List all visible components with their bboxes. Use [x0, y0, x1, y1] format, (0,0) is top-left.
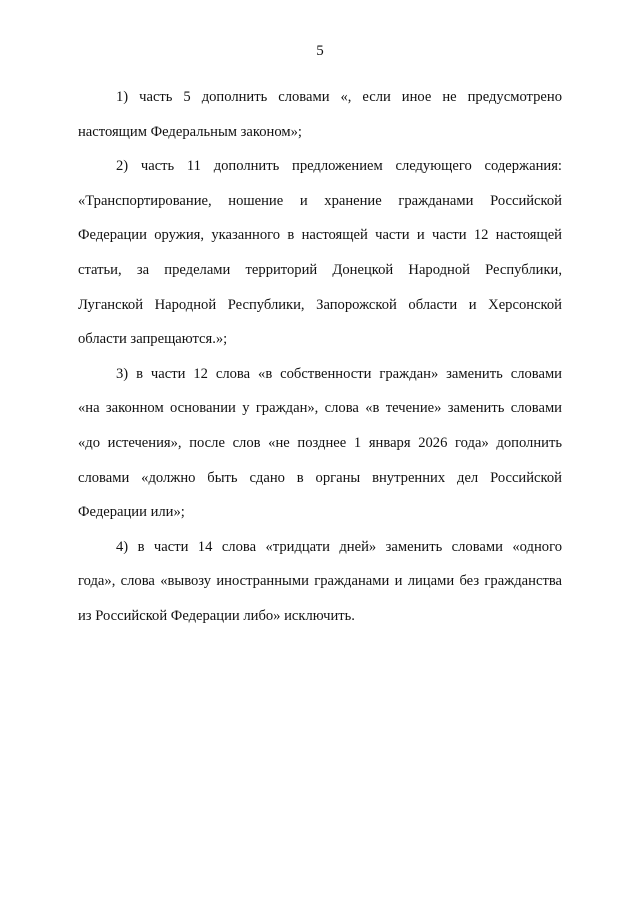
paragraph-4	[78, 530, 562, 634]
paragraph-line: 2) часть 11 дополнить предложением следующего содержания:	[116, 158, 562, 175]
paragraph-line: «на законном основании у граждан», слова «в течение» заменить словами	[78, 400, 562, 417]
paragraph-line: настоящим Федеральным законом»;	[78, 123, 302, 140]
page-number: 5	[316, 43, 324, 59]
paragraph-line: года», слова «вывозу иностранными гражданами и лицами без гражданства	[78, 573, 562, 590]
paragraph-line: Федерации или»;	[78, 504, 185, 521]
paragraph-line: Федерации оружия, указанного в настоящей части и части 12 настоящей	[78, 227, 562, 244]
paragraph-line: области запрещаются.»;	[78, 331, 228, 348]
paragraph-2	[78, 149, 562, 357]
paragraph-line: «Транспортирование, ношение и хранение гражданами Российской	[78, 192, 562, 209]
paragraph-line: 3) в части 12 слова «в собственности граждан» заменить словами	[116, 365, 562, 382]
paragraph-line: 1) часть 5 дополнить словами «, если иное не предусмотрено	[116, 89, 562, 105]
paragraph-line: из Российской Федерации либо» исключить.	[78, 607, 355, 624]
paragraph-line: словами «должно быть сдано в органы внутренних дел Российской	[78, 469, 562, 486]
paragraph-line: Луганской Народной Республики, Запорожской области и Херсонской	[78, 296, 562, 313]
paragraph-line: «до истечения», после слов «не позднее 1 января 2026 года» дополнить	[78, 434, 562, 451]
paragraph-line: 4) в части 14 слова «тридцати дней» заменить словами «одного	[116, 538, 562, 555]
paragraph-3	[78, 357, 562, 530]
paragraph-line: статьи, за пределами территорий Донецкой Народной Республики,	[78, 261, 562, 278]
paragraph-1	[78, 80, 562, 149]
document-body	[78, 80, 562, 634]
